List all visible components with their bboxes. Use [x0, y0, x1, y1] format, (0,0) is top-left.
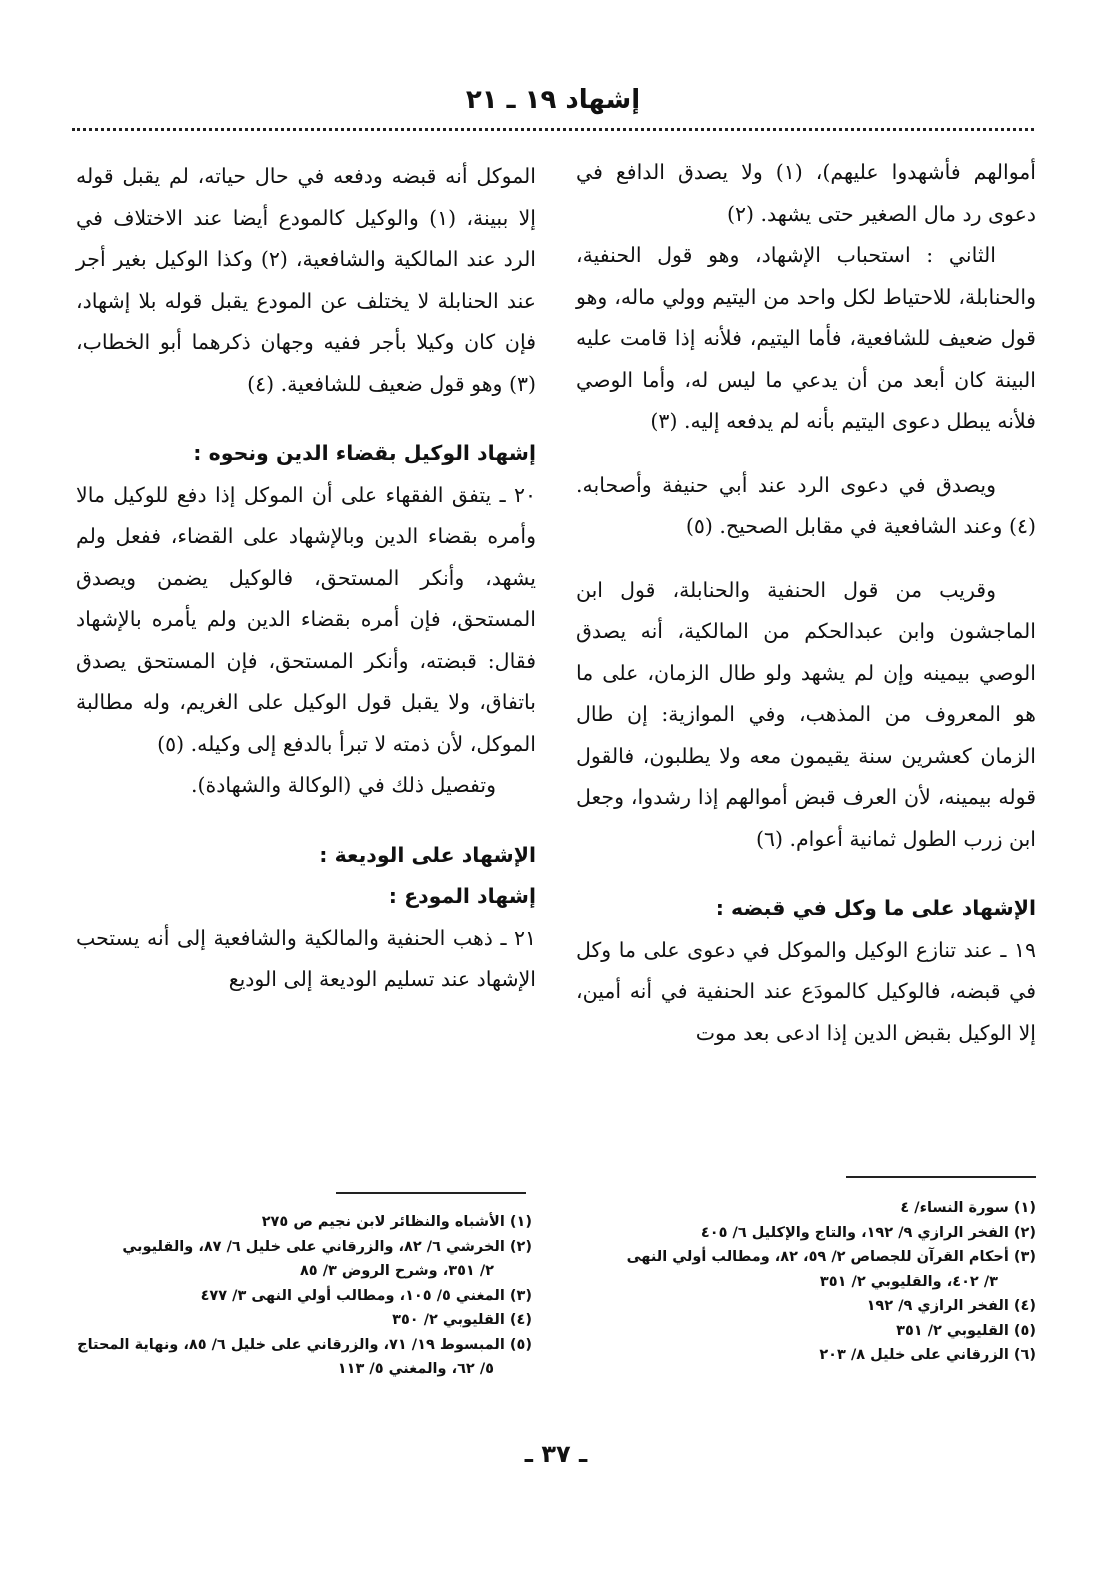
footnote: (١) الأشباه والنظائر لابن نجيم ص ٢٧٥ [261, 1214, 532, 1230]
footnote-divider [336, 1192, 526, 1194]
footnote: (٤) الفخر الرازي ٩/ ١٩٢ [866, 1298, 1036, 1314]
footnote: (٥) المبسوط ١٩/ ٧١، والزرقاني على خليل ٦/ ٨٥، ونهاية المحتاج [77, 1336, 532, 1353]
left-column [76, 156, 536, 1001]
page-title: إشهاد ١٩ ـ ٢١ [465, 85, 641, 115]
footnote-continuation: ٣/ ٤٠٢، والقليوبي ٢/ ٣٥١ [819, 1273, 998, 1290]
spacer [576, 548, 1036, 570]
paragraph: وقريب من قول الحنفية والحنابلة، قول ابن الماجشون وابن عبدالحكم من المالكية، أنه يصدق الوصي بيمينه وإن لم يشهد ولو طال الزمان، على ما هو المعروف من المذهب، وفي الموازية: إن طال الزمان كعشرين سنة يقيمون معه ولا يطلبون، فالقول قوله بيمينه، لأن العرف قبض أموالهم إذا رشدوا، وجعل ابن زرب الطول ثمانية أعوام. (٦) [576, 577, 1036, 851]
footnotes-right [566, 1196, 1036, 1368]
paragraph: أموالهم فأشهدوا عليهم)، (١) ولا يصدق الدافع في دعوى رد مال الصغير حتى يشهد. (٢) [576, 160, 1036, 226]
section-heading: الإشهاد على ما وكل في قبضه : [715, 896, 1036, 920]
footnote: (٢) الخرشي ٦/ ٨٢، والزرقاني على خليل ٦/ ٨٧، والقليوبي [122, 1238, 532, 1255]
footnote-divider [846, 1176, 1036, 1178]
section-heading: إشهاد الوكيل بقضاء الدين ونحوه : [193, 441, 536, 465]
paragraph: ٢٠ ـ يتفق الفقهاء على أن الموكل إذا دفع للوكيل مالا وأمره بقضاء الدين وبالإشهاد على القضاء، ففعل ولم يشهد، وأنكر المستحق، فالوكيل يضمن ويصدق المستحق، فإن أمره بقضاء الدين ولم يأمره بالإشهاد فقال: قبضته، وأنكر المستحق، فإن المستحق يصدق باتفاق، ولا يقبل قول الوكيل على الغريم، وله مطالبة الموكل، لأن ذمته لا تبرأ بالدفع إلى وكيله. (٥) [76, 482, 536, 756]
spacer [76, 405, 536, 433]
page-header [72, 82, 1034, 131]
paragraph: وتفصيل ذلك في (الوكالة والشهادة). [190, 773, 496, 797]
footnote-continuation: ٢/ ٣٥١، وشرح الروض ٣/ ٨٥ [299, 1263, 494, 1279]
footnote: (٢) الفخر الرازي ٩/ ١٩٢، والتاج والإكليل ٦/ ٤٠٥ [700, 1224, 1036, 1241]
right-column [576, 152, 1036, 1054]
footnote: (٣) أحكام القرآن للجصاص ٢/ ٥٩، ٨٢، ومطالب أولي النهى [626, 1249, 1036, 1265]
page-number: ـ ٣٧ ـ [524, 1440, 588, 1468]
section-heading: الإشهاد على الوديعة : [319, 842, 536, 867]
footnote: (٣) المغني ٥/ ١٠٥، ومطالب أولي النهى ٣/ ٤٧٧ [200, 1287, 532, 1304]
dotted-divider [72, 128, 1034, 131]
paragraph: ويصدق في دعوى الرد عند أبي حنيفة وأصحابه. (٤) وعند الشافعية في مقابل الصحيح. (٥) [576, 472, 1036, 538]
paragraph: الثاني : استحباب الإشهاد، وهو قول الحنفية، والحنابلة، للاحتياط لكل واحد من اليتيم وولي ماله، وهو قول ضعيف للشافعية، فأما اليتيم، فلأنه إذا قامت عليه البينة كان أبعد من أن يدعي ما ليس له، وأما الوصي فلأنه يبطل دعوى اليتيم بأنه لم يدفعه إليه. (٣) [576, 243, 1036, 433]
footnotes-left [76, 1210, 532, 1382]
footnote: (٤) القليوبي ٢/ ٣٥٠ [392, 1312, 532, 1328]
footnote: (٥) القليوبي ٢/ ٣٥١ [896, 1322, 1036, 1339]
spacer [576, 860, 1036, 888]
section-heading: إشهاد المودع : [388, 884, 536, 908]
footnote-continuation: ٥/ ٦٢، والمغني ٥/ ١١٣ [337, 1361, 494, 1377]
paragraph: ١٩ ـ عند تنازع الوكيل والموكل في دعوى على ما وكل في قبضه، فالوكيل كالمودَع عند الحنفية في أنه أمين، إلا الوكيل بقبض الدين إذا ادعى بعد موت [576, 937, 1036, 1045]
footnote: (٦) الزرقاني على خليل ٨/ ٢٠٣ [819, 1347, 1036, 1363]
spacer [576, 443, 1036, 465]
paragraph: ٢١ ـ ذهب الحنفية والمالكية والشافعية إلى أنه يستحب الإشهاد عند تسليم الوديعة إلى الوديع [76, 925, 536, 991]
paragraph: الموكل أنه قبضه ودفعه في حال حياته، لم يقبل قوله إلا ببينة، (١) والوكيل كالمودع أيضا عند الاختلاف في الرد عند المالكية والشافعية، (٢) وكذا الوكيل بغير أجر عند الحنابلة لا يختلف عن المودع يقبل قوله بلا إشهاد، فإن كان وكيلا بأجر ففيه وجهان ذكرهما أبو الخطاب، (٣) وهو قول ضعيف للشافعية. (٤) [76, 164, 537, 396]
footnote: (١) سورة النساء/ ٤ [900, 1200, 1036, 1216]
spacer [76, 807, 536, 835]
